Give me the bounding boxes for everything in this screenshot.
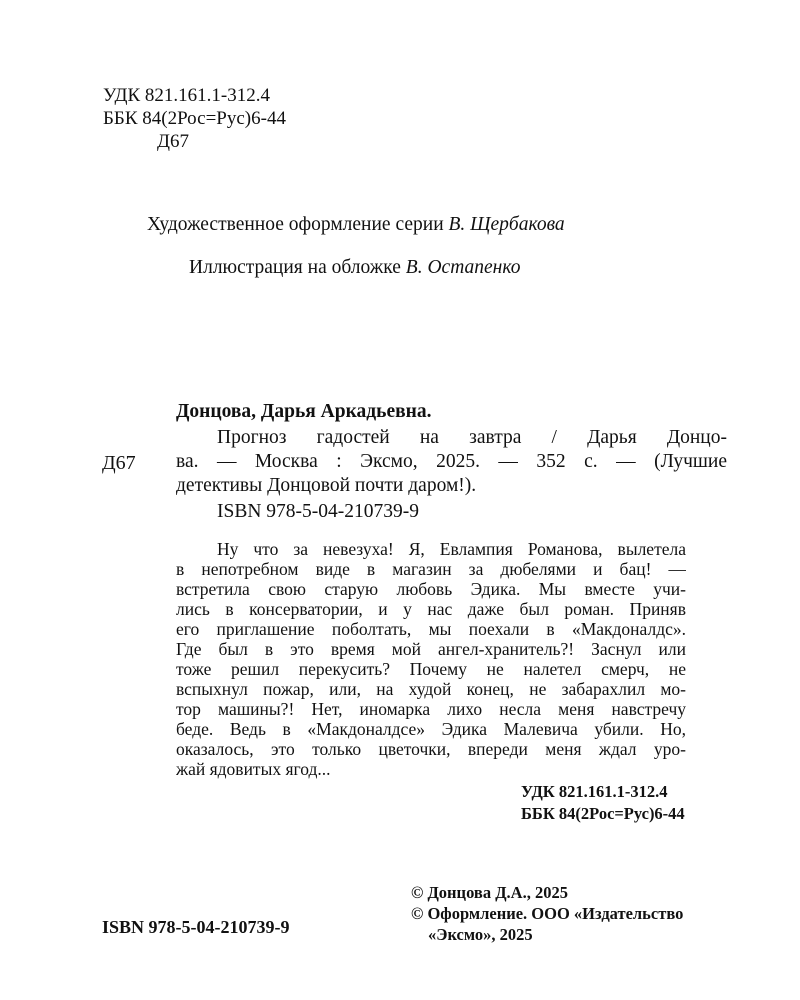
annotation-line: встретила свою старую любовь Эдика. Мы вместе учи- [176,579,686,599]
series-design-label: Художественное оформление серии [147,214,444,235]
annotation-line: лись в консерватории, и у нас даже был роман. Приняв [176,599,686,619]
bib-description-line: детективы Донцовой почти даром!). [176,475,477,496]
copyright-design-line1: © Оформление. ООО «Издательство [411,904,684,923]
bib-side-code: Д67 [102,452,136,474]
cover-illustration-label: Иллюстрация на обложке [189,257,401,278]
annotation-line: жай ядовитых ягод... [176,759,331,779]
bib-author: Донцова, Дарья Аркадьевна. [176,401,432,422]
udk-code: УДК 821.161.1-312.4 [103,85,270,106]
bbk-code: ББК 84(2Рос=Рус)6-44 [103,108,286,129]
bib-description-line: ва. — Москва : Эксмо, 2025. — 352 с. — (Лучшие [176,451,727,472]
bib-description [176,426,727,498]
cover-illustration-credit [189,256,520,280]
annotation-line: тор машины?! Нет, иномарка лихо несла меня навстречу [176,699,686,719]
series-design-name: В. Щербакова [448,214,565,235]
author-mark: Д67 [157,131,189,152]
copyright-author: © Донцова Д.А., 2025 [411,883,568,902]
annotation [176,539,686,779]
footer-isbn: ISBN 978-5-04-210739-9 [102,917,290,937]
bib-isbn: ISBN 978-5-04-210739-9 [217,501,420,522]
annotation-line: вспыхнул пожар, или, на худой конец, не забарахлил мо- [176,679,686,699]
annotation-line: Где был в это время мой ангел-хранитель?! Заснул или [176,639,686,659]
annotation-line: беде. Ведь в «Макдоналдсе» Эдика Малевича убили. Но, [176,719,686,739]
bottom-bbk-code: ББК 84(2Рос=Рус)6-44 [521,804,685,823]
annotation-line: Ну что за невезуха! Я, Евлампия Романова, вылетела [217,539,686,559]
series-design-credit [147,213,565,237]
cover-illustration-name: В. Остапенко [405,257,521,278]
annotation-line: его приглашение поболтать, мы поехали в «Макдоналдс». [176,619,686,639]
bottom-udk-code: УДК 821.161.1-312.4 [521,782,668,801]
bib-description-line: Прогноз гадостей на завтра / Дарья Донцо- [217,427,727,448]
annotation-line: тоже решил перекусить? Почему не налетел смерч, не [176,659,686,679]
copyright-design-line2: «Эксмо», 2025 [428,925,533,944]
annotation-line: в непотребном виде в магазин за дюбелями и бац! — [176,559,686,579]
annotation-line: оказалось, это только цветочки, впереди меня ждал уро- [176,739,686,759]
